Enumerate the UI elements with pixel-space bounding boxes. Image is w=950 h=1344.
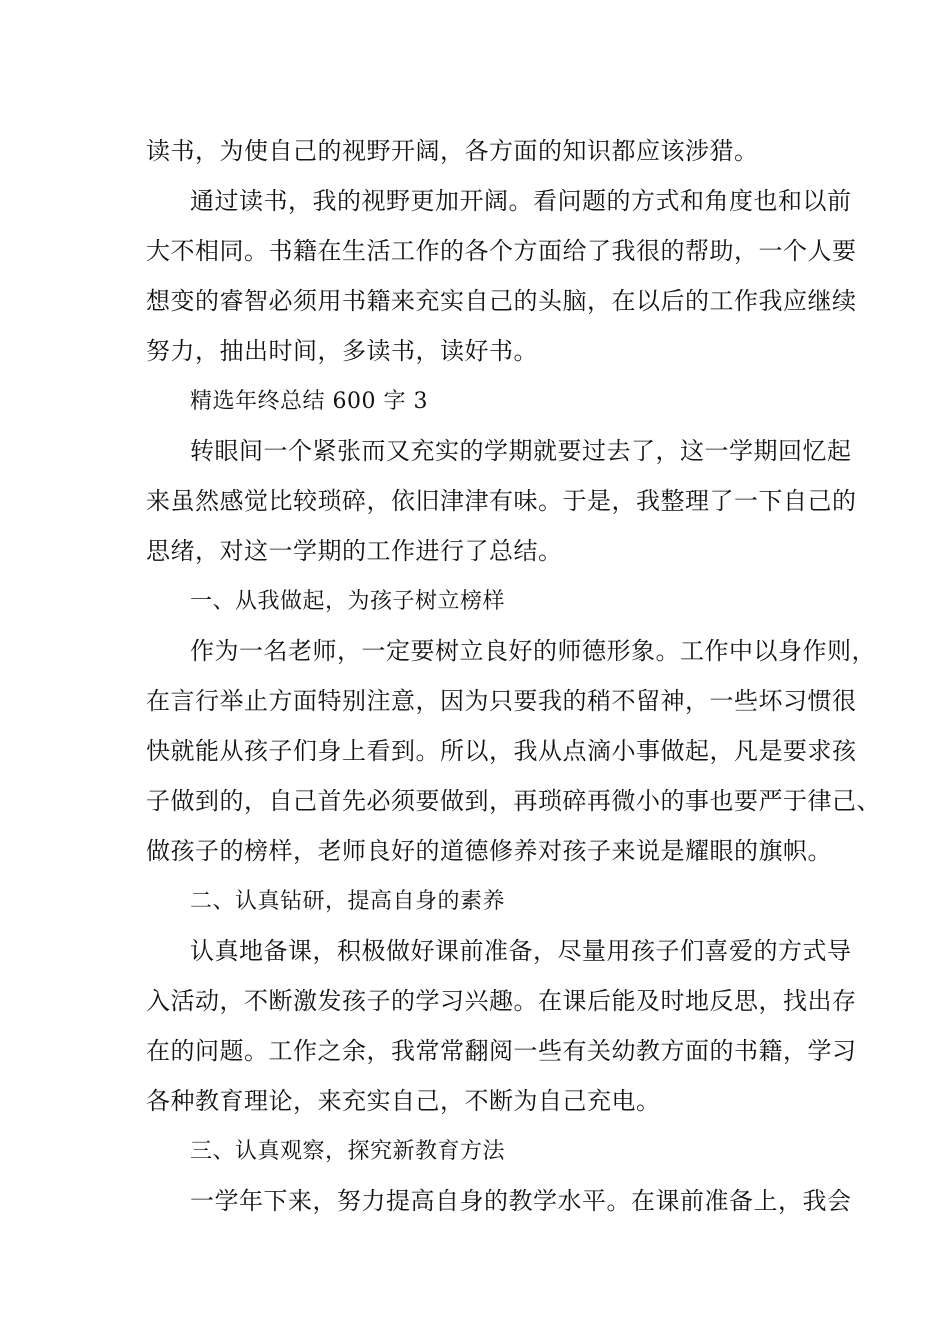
text-line: 大不相同。书籍在生活工作的各个方面给了我很的帮助，一个人要 xyxy=(146,237,857,265)
text-line: 在言行举止方面特别注意，因为只要我的稍不留神，一些坏习惯很 xyxy=(146,687,857,715)
text-line: 各种教育理论，来充实自己，不断为自己充电。 xyxy=(146,1087,661,1115)
text-line: 通过读书，我的视野更加开阔。看问题的方式和角度也和以前 xyxy=(190,187,852,215)
text-line: 入活动，不断激发孩子的学习兴趣。在课后能及时地反思，找出存 xyxy=(146,987,857,1015)
text-line: 快就能从孩子们身上看到。所以，我从点滴小事做起，凡是要求孩 xyxy=(146,737,857,765)
section-heading: 三、认真观察，探究新教育方法 xyxy=(190,1139,506,1164)
text-line: 做孩子的榜样，老师良好的道德修养对孩子来说是耀眼的旗帜。 xyxy=(146,837,832,865)
section-heading: 精选年终总结 600 字 3 xyxy=(190,389,428,414)
text-line: 想变的睿智必须用书籍来充实自己的头脑，在以后的工作我应继续 xyxy=(146,287,857,315)
section-heading: 二、认真钻研，提高自身的素养 xyxy=(190,889,506,914)
text-line: 一学年下来，努力提高自身的教学水平。在课前准备上，我会 xyxy=(190,1187,852,1215)
text-line: 子做到的，自己首先必须要做到，再琐碎再微小的事也要严于律己、 xyxy=(146,787,881,815)
text-line: 努力，抽出时间，多读书，读好书。 xyxy=(146,337,538,365)
text-line: 在的问题。工作之余，我常常翻阅一些有关幼教方面的书籍，学习 xyxy=(146,1037,857,1065)
section-heading: 一、从我做起，为孩子树立榜样 xyxy=(190,589,506,614)
text-line: 作为一名老师，一定要树立良好的师德形象。工作中以身作则， xyxy=(190,637,876,665)
text-line: 来虽然感觉比较琐碎，依旧津津有味。于是，我整理了一下自己的 xyxy=(146,487,857,515)
text-line: 转眼间一个紧张而又充实的学期就要过去了，这一学期回忆起 xyxy=(190,437,852,465)
text-line: 认真地备课，积极做好课前准备，尽量用孩子们喜爱的方式导 xyxy=(190,937,852,965)
text-line: 思绪，对这一学期的工作进行了总结。 xyxy=(146,537,563,565)
text-line: 读书，为使自己的视野开阔，各方面的知识都应该涉猎。 xyxy=(146,137,759,165)
